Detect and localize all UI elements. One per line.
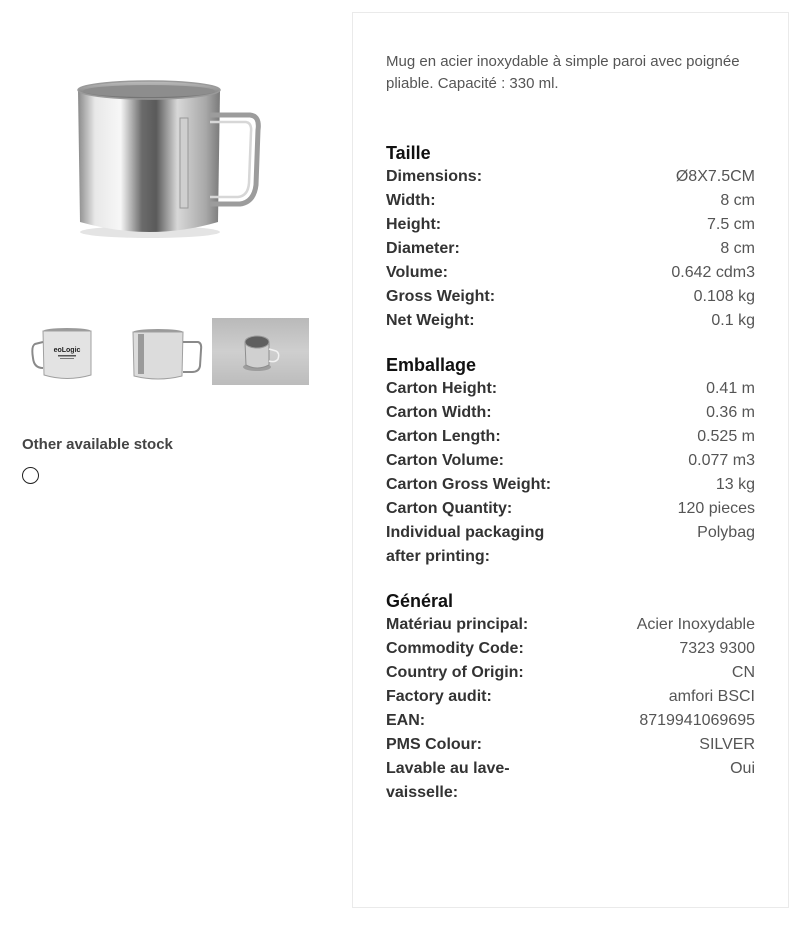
spec-row (386, 497, 755, 521)
section-emballage (386, 353, 755, 569)
spec-value: 120 pieces (677, 500, 755, 517)
spec-row (386, 425, 755, 449)
spec-row (386, 757, 755, 805)
spec-label: Carton Length: (386, 428, 501, 445)
spec-value: 7.5 cm (706, 216, 755, 233)
emballage-rows (386, 377, 755, 569)
other-stock-title: Other available stock (22, 436, 173, 453)
mug-logo-thumbnail-icon (31, 322, 111, 382)
spec-value: 8719941069695 (639, 712, 755, 729)
spec-label: EAN: (386, 712, 426, 729)
spec-row (386, 733, 755, 757)
product-gallery (0, 0, 340, 932)
spec-label: Carton Gross Weight: (386, 476, 552, 493)
spec-label: Individual packaging after printing: (386, 524, 545, 565)
spec-label: Height: (386, 216, 442, 233)
spec-row (386, 285, 755, 309)
spec-row (386, 449, 755, 473)
spec-label: Country of Origin: (386, 664, 524, 681)
spec-label: Width: (386, 192, 436, 209)
spec-value: Polybag (697, 524, 755, 541)
product-details-panel (352, 12, 789, 908)
spec-row (386, 521, 755, 569)
mug-top-thumbnail-icon (231, 327, 291, 377)
spec-row (386, 189, 755, 213)
thumbnail-1[interactable] (22, 318, 119, 385)
spec-label: Dimensions: (386, 168, 483, 185)
spec-value: 0.36 m (706, 404, 755, 421)
spec-value: 0.41 m (706, 380, 755, 397)
spec-row (386, 377, 755, 401)
spec-label: Volume: (386, 264, 448, 281)
thumbnail-2[interactable] (117, 318, 214, 385)
mug-main-image (60, 60, 280, 260)
taille-rows (386, 165, 755, 333)
thumbnail-logo-text: eoLogic (53, 346, 80, 354)
spec-value: Acier Inoxydable (636, 616, 755, 633)
spec-value: 0.1 kg (711, 312, 755, 329)
spec-row (386, 473, 755, 497)
spec-value: 8 cm (720, 240, 755, 257)
thumbnail-strip (22, 318, 309, 385)
spec-value: amfori BSCI (668, 688, 755, 705)
spec-row (386, 613, 755, 637)
spec-row (386, 685, 755, 709)
spec-value: 0.525 m (697, 428, 755, 445)
spec-label: PMS Colour: (386, 736, 482, 753)
product-description: Mug en acier inoxydable à simple paroi avec poignée pliable. Capacité : 330 ml. (386, 53, 740, 92)
thumbnail-3[interactable] (212, 318, 309, 385)
spec-label: Lavable au lave-vaisselle: (386, 760, 510, 801)
spec-label: Matériau principal: (386, 616, 529, 633)
spec-value: 7323 9300 (679, 640, 755, 657)
spec-row (386, 213, 755, 237)
spec-value: 0.077 m3 (688, 452, 755, 469)
spec-value: Ø8X7.5CM (675, 168, 755, 185)
spec-value: 0.108 kg (693, 288, 755, 305)
section-title-emballage: Emballage (386, 355, 477, 375)
spec-row (386, 237, 755, 261)
spec-row (386, 637, 755, 661)
spec-label: Net Weight: (386, 312, 475, 329)
spec-label: Gross Weight: (386, 288, 496, 305)
spec-value: 0.642 cdm3 (671, 264, 755, 281)
section-taille (386, 141, 755, 333)
spec-row (386, 309, 755, 333)
section-general (386, 589, 755, 805)
spec-value: 8 cm (720, 192, 755, 209)
spec-row (386, 261, 755, 285)
general-rows (386, 613, 755, 805)
spec-row (386, 165, 755, 189)
section-title-taille: Taille (386, 143, 431, 163)
section-title-general: Général (386, 591, 454, 611)
spec-label: Factory audit: (386, 688, 492, 705)
spec-label: Carton Width: (386, 404, 492, 421)
spec-value: CN (731, 664, 755, 681)
spec-row (386, 401, 755, 425)
spec-value: SILVER (699, 736, 755, 753)
spec-value: 13 kg (715, 476, 755, 493)
spec-row (386, 709, 755, 733)
spec-label: Carton Quantity: (386, 500, 513, 517)
stock-option-radio[interactable] (22, 467, 39, 484)
spec-label: Carton Height: (386, 380, 498, 397)
spec-label: Diameter: (386, 240, 460, 257)
spec-value: Oui (730, 760, 755, 777)
spec-row (386, 661, 755, 685)
spec-label: Carton Volume: (386, 452, 504, 469)
mug-side-thumbnail-icon (126, 322, 206, 382)
spec-label: Commodity Code: (386, 640, 524, 657)
